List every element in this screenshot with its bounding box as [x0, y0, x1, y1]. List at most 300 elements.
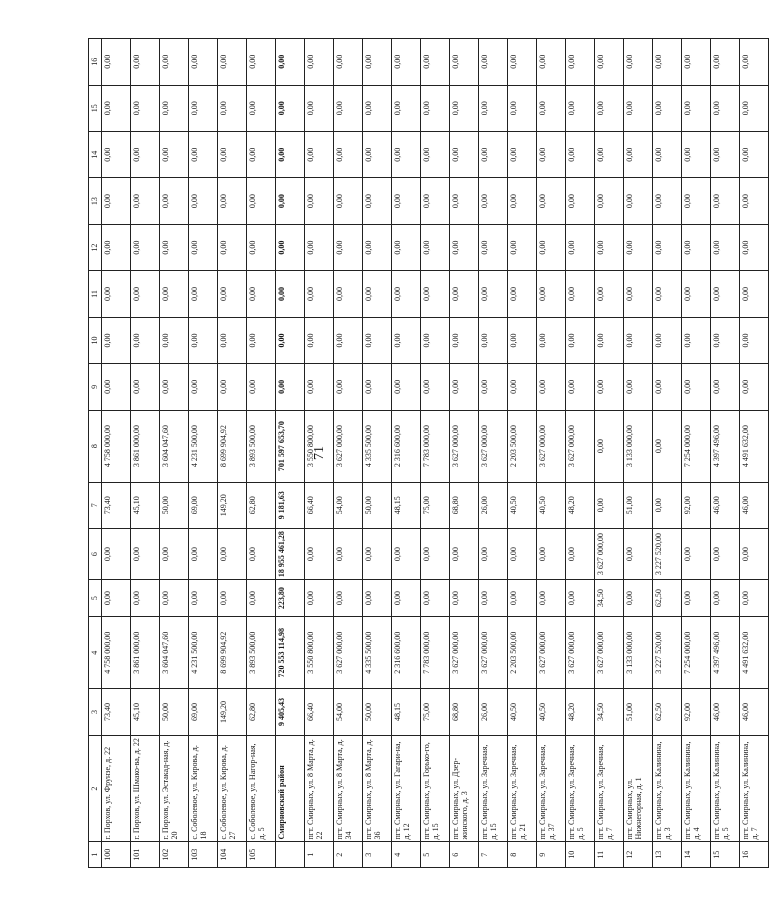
- row-number-cell: 6: [450, 842, 479, 868]
- value-cell: 3 627 000,00: [450, 617, 479, 689]
- value-cell: 50,00: [363, 482, 392, 528]
- value-cell: 0,00: [537, 580, 566, 617]
- value-cell: 0,00: [450, 224, 479, 270]
- value-cell: 0,00: [363, 580, 392, 617]
- table-body: [102, 39, 769, 868]
- value-cell: 0,00: [247, 39, 276, 86]
- value-cell: 0,00: [653, 39, 682, 86]
- value-cell: 0,00: [363, 224, 392, 270]
- value-cell: 0,00: [711, 85, 740, 131]
- value-cell: 0,00: [711, 317, 740, 363]
- value-cell: 0,00: [682, 178, 711, 224]
- value-cell: 46,00: [711, 689, 740, 735]
- value-cell: 0,00: [682, 529, 711, 580]
- row-number-cell: 12: [624, 842, 653, 868]
- value-cell: 0,00: [276, 178, 305, 224]
- value-cell: 2 203 500,00: [508, 410, 537, 482]
- column-header: 10: [89, 317, 102, 363]
- value-cell: 0,00: [392, 271, 421, 317]
- value-cell: 0,00: [363, 39, 392, 86]
- column-header: 4: [89, 617, 102, 689]
- value-cell: 0,00: [479, 85, 508, 131]
- value-cell: 0,00: [131, 224, 160, 270]
- value-cell: 0,00: [595, 131, 624, 177]
- value-cell: 0,00: [131, 271, 160, 317]
- value-cell: 0,00: [363, 364, 392, 410]
- value-cell: 66,40: [305, 689, 334, 735]
- value-cell: 4 758 000,00: [102, 410, 131, 482]
- address-cell: пгт. Смирных, ул. Калинина, д. 4: [682, 735, 711, 842]
- value-cell: 0,00: [102, 39, 131, 86]
- value-cell: 46,00: [740, 482, 769, 528]
- value-cell: 0,00: [537, 317, 566, 363]
- value-cell: 0,00: [392, 364, 421, 410]
- value-cell: 0,00: [305, 39, 334, 86]
- value-cell: 0,00: [334, 317, 363, 363]
- table-row: [421, 39, 450, 868]
- row-number-cell: 16: [740, 842, 769, 868]
- value-cell: 0,00: [711, 271, 740, 317]
- value-cell: 0,00: [508, 224, 537, 270]
- value-cell: 0,00: [653, 224, 682, 270]
- column-header: 13: [89, 178, 102, 224]
- value-cell: 40,50: [537, 689, 566, 735]
- value-cell: 0,00: [305, 529, 334, 580]
- value-cell: 0,00: [537, 271, 566, 317]
- value-cell: 0,00: [653, 317, 682, 363]
- value-cell: 720 553 114,98: [276, 617, 305, 689]
- value-cell: 0,00: [334, 178, 363, 224]
- value-cell: 0,00: [247, 317, 276, 363]
- value-cell: 34,50: [595, 689, 624, 735]
- value-cell: 0,00: [160, 85, 189, 131]
- value-cell: 0,00: [711, 224, 740, 270]
- address-cell: пгт. Смирных, ул. 8 Марта, д. 36: [363, 735, 392, 842]
- value-cell: 4 491 632,00: [740, 410, 769, 482]
- address-cell: пгт. Смирных, ул. Калинина, д. 3: [653, 735, 682, 842]
- value-cell: 0,00: [276, 224, 305, 270]
- column-header: 15: [89, 85, 102, 131]
- value-cell: 0,00: [421, 317, 450, 363]
- value-cell: 0,00: [305, 317, 334, 363]
- value-cell: 0,00: [102, 224, 131, 270]
- value-cell: 0,00: [334, 39, 363, 86]
- value-cell: 0,00: [711, 529, 740, 580]
- value-cell: 0,00: [595, 317, 624, 363]
- value-cell: 0,00: [392, 131, 421, 177]
- value-cell: 0,00: [102, 131, 131, 177]
- value-cell: 0,00: [131, 39, 160, 86]
- column-header: 11: [89, 271, 102, 317]
- value-cell: 0,00: [537, 131, 566, 177]
- value-cell: 4 335 500,00: [363, 410, 392, 482]
- value-cell: 0,00: [508, 364, 537, 410]
- row-number-cell: 1: [305, 842, 334, 868]
- value-cell: 0,00: [160, 271, 189, 317]
- value-cell: 0,00: [537, 364, 566, 410]
- address-cell: г. Порхов, ул. Эстакад-ная, д. 20: [160, 735, 189, 842]
- value-cell: 3 627 000,00: [334, 410, 363, 482]
- address-cell: пгт. Смирных, ул. 8 Марта, д. 22: [305, 735, 334, 842]
- value-cell: 0,00: [566, 271, 595, 317]
- value-cell: 0,00: [450, 178, 479, 224]
- value-cell: 0,00: [566, 178, 595, 224]
- row-number-cell: 4: [392, 842, 421, 868]
- value-cell: 0,00: [595, 39, 624, 86]
- value-cell: 0,00: [247, 364, 276, 410]
- value-cell: 0,00: [421, 529, 450, 580]
- value-cell: 92,00: [682, 689, 711, 735]
- value-cell: 0,00: [740, 317, 769, 363]
- row-number-cell: 104: [218, 842, 247, 868]
- value-cell: 48,15: [392, 689, 421, 735]
- value-cell: 0,00: [653, 271, 682, 317]
- table-row: [305, 39, 334, 868]
- value-cell: 701 597 653,70: [276, 410, 305, 482]
- value-cell: 50,00: [363, 689, 392, 735]
- value-cell: 0,00: [566, 317, 595, 363]
- value-cell: 62,50: [653, 580, 682, 617]
- row-number-cell: 101: [131, 842, 160, 868]
- value-cell: 62,80: [247, 482, 276, 528]
- value-cell: 0,00: [334, 271, 363, 317]
- value-cell: 3 227 520,00: [653, 529, 682, 580]
- column-header: 6: [89, 529, 102, 580]
- value-cell: 0,00: [305, 271, 334, 317]
- table-row: [711, 39, 740, 868]
- value-cell: 0,00: [160, 224, 189, 270]
- value-cell: 0,00: [450, 317, 479, 363]
- value-cell: 0,00: [624, 178, 653, 224]
- value-cell: 0,00: [131, 580, 160, 617]
- address-cell: пгт. Смирных, ул. Калинина, д. 5: [711, 735, 740, 842]
- column-header: 7: [89, 482, 102, 528]
- value-cell: 48,20: [566, 689, 595, 735]
- value-cell: 0,00: [392, 580, 421, 617]
- value-cell: 0,00: [624, 85, 653, 131]
- table-row: [682, 39, 711, 868]
- value-cell: 0,00: [160, 317, 189, 363]
- value-cell: 0,00: [131, 364, 160, 410]
- value-cell: 0,00: [392, 224, 421, 270]
- value-cell: 3 627 000,00: [479, 410, 508, 482]
- value-cell: 26,00: [479, 689, 508, 735]
- row-number-cell: [276, 842, 305, 868]
- value-cell: 0,00: [160, 39, 189, 86]
- value-cell: 0,00: [218, 364, 247, 410]
- value-cell: 0,00: [392, 39, 421, 86]
- value-cell: 0,00: [624, 364, 653, 410]
- value-cell: 0,00: [276, 39, 305, 86]
- value-cell: 3 627 000,00: [479, 617, 508, 689]
- value-cell: 0,00: [537, 85, 566, 131]
- table-row: [160, 39, 189, 868]
- value-cell: 0,00: [450, 529, 479, 580]
- value-cell: 3 227 520,00: [653, 617, 682, 689]
- value-cell: 4 335 500,00: [363, 617, 392, 689]
- value-cell: 0,00: [624, 131, 653, 177]
- column-header: 3: [89, 689, 102, 735]
- value-cell: 0,00: [421, 580, 450, 617]
- address-cell: пгт. Смирных, ул. Заречная, д. 15: [479, 735, 508, 842]
- table-row: [247, 39, 276, 868]
- value-cell: 0,00: [624, 271, 653, 317]
- value-cell: 0,00: [566, 364, 595, 410]
- value-cell: 66,40: [305, 482, 334, 528]
- address-cell: г. Порхов, ул. Фрунзе, д. 22: [102, 735, 131, 842]
- value-cell: 51,00: [624, 482, 653, 528]
- value-cell: 0,00: [218, 85, 247, 131]
- column-header: 2: [89, 735, 102, 842]
- value-cell: 0,00: [131, 131, 160, 177]
- value-cell: 223,80: [276, 580, 305, 617]
- value-cell: 0,00: [711, 39, 740, 86]
- value-cell: 0,00: [740, 224, 769, 270]
- value-cell: 0,00: [682, 317, 711, 363]
- value-cell: 0,00: [566, 224, 595, 270]
- value-cell: 48,15: [392, 482, 421, 528]
- value-cell: 0,00: [218, 224, 247, 270]
- value-cell: 0,00: [682, 131, 711, 177]
- value-cell: 0,00: [740, 131, 769, 177]
- value-cell: 0,00: [508, 39, 537, 86]
- value-cell: 0,00: [276, 131, 305, 177]
- value-cell: 54,00: [334, 482, 363, 528]
- address-cell: пгт. Смирных, ул. Заречная, д. 21: [508, 735, 537, 842]
- value-cell: 0,00: [363, 317, 392, 363]
- value-cell: 0,00: [189, 131, 218, 177]
- address-cell: пгт. Смирных, ул. 8 Марта, д. 34: [334, 735, 363, 842]
- value-cell: 0,00: [363, 178, 392, 224]
- row-number-cell: 15: [711, 842, 740, 868]
- table-row: [740, 39, 769, 868]
- value-cell: 0,00: [189, 317, 218, 363]
- address-cell: Смирновский район: [276, 735, 305, 842]
- value-cell: 0,00: [740, 178, 769, 224]
- value-cell: 3 627 000,00: [537, 617, 566, 689]
- value-cell: 0,00: [479, 131, 508, 177]
- value-cell: 4 231 500,00: [189, 410, 218, 482]
- value-cell: 0,00: [508, 178, 537, 224]
- value-cell: 0,00: [624, 580, 653, 617]
- value-cell: 0,00: [595, 178, 624, 224]
- value-cell: 0,00: [305, 580, 334, 617]
- value-cell: 0,00: [218, 529, 247, 580]
- value-cell: 7 783 000,00: [421, 617, 450, 689]
- value-cell: 0,00: [595, 271, 624, 317]
- value-cell: 40,50: [508, 689, 537, 735]
- value-cell: 0,00: [479, 364, 508, 410]
- value-cell: 18 955 461,28: [276, 529, 305, 580]
- value-cell: 0,00: [566, 131, 595, 177]
- value-cell: 2 316 600,00: [392, 410, 421, 482]
- value-cell: 0,00: [450, 85, 479, 131]
- value-cell: 0,00: [189, 85, 218, 131]
- value-cell: 0,00: [131, 317, 160, 363]
- value-cell: 0,00: [334, 224, 363, 270]
- value-cell: 3 133 000,00: [624, 617, 653, 689]
- table-row: [508, 39, 537, 868]
- value-cell: 0,00: [711, 364, 740, 410]
- column-header: 1: [89, 842, 102, 868]
- value-cell: 0,00: [595, 85, 624, 131]
- value-cell: 62,50: [653, 689, 682, 735]
- value-cell: 3 627 000,00: [537, 410, 566, 482]
- value-cell: 0,00: [624, 39, 653, 86]
- value-cell: 3 550 800,00: [305, 410, 334, 482]
- value-cell: 0,00: [421, 178, 450, 224]
- address-cell: пгт. Смирных, ул. Калинина, д. 7: [740, 735, 769, 842]
- value-cell: 0,00: [595, 364, 624, 410]
- value-cell: 0,00: [421, 85, 450, 131]
- value-cell: 3 604 047,60: [160, 617, 189, 689]
- value-cell: 0,00: [131, 85, 160, 131]
- value-cell: 0,00: [247, 580, 276, 617]
- value-cell: 7 254 000,00: [682, 410, 711, 482]
- address-cell: пгт. Смирных, ул. Гагари-на, д. 12: [392, 735, 421, 842]
- value-cell: 0,00: [131, 178, 160, 224]
- header-row: [89, 39, 102, 868]
- table-row: [450, 39, 479, 868]
- value-cell: 0,00: [189, 580, 218, 617]
- table-row: [102, 39, 131, 868]
- value-cell: 0,00: [653, 85, 682, 131]
- row-number-cell: 102: [160, 842, 189, 868]
- value-cell: 0,00: [740, 364, 769, 410]
- value-cell: 0,00: [334, 364, 363, 410]
- value-cell: 0,00: [624, 317, 653, 363]
- value-cell: 0,00: [566, 580, 595, 617]
- row-number-cell: 13: [653, 842, 682, 868]
- value-cell: 7 254 000,00: [682, 617, 711, 689]
- value-cell: 0,00: [508, 580, 537, 617]
- value-cell: 9 181,63: [276, 482, 305, 528]
- value-cell: 0,00: [450, 271, 479, 317]
- value-cell: 0,00: [479, 224, 508, 270]
- value-cell: 50,00: [160, 482, 189, 528]
- value-cell: 0,00: [479, 271, 508, 317]
- value-cell: 46,00: [711, 482, 740, 528]
- row-number-cell: 105: [247, 842, 276, 868]
- value-cell: 0,00: [682, 85, 711, 131]
- value-cell: 0,00: [189, 224, 218, 270]
- value-cell: 0,00: [160, 131, 189, 177]
- table-row: [566, 39, 595, 868]
- value-cell: 3 627 000,00: [334, 617, 363, 689]
- value-cell: 8 699 904,92: [218, 617, 247, 689]
- table-row: [131, 39, 160, 868]
- value-cell: 0,00: [102, 85, 131, 131]
- table-row: [479, 39, 508, 868]
- value-cell: 0,00: [305, 224, 334, 270]
- value-cell: 3 893 500,00: [247, 617, 276, 689]
- value-cell: 0,00: [334, 580, 363, 617]
- value-cell: 0,00: [711, 131, 740, 177]
- value-cell: 0,00: [363, 529, 392, 580]
- value-cell: 0,00: [218, 580, 247, 617]
- value-cell: 0,00: [595, 224, 624, 270]
- value-cell: 0,00: [305, 178, 334, 224]
- value-cell: 0,00: [508, 271, 537, 317]
- value-cell: 3 604 047,60: [160, 410, 189, 482]
- value-cell: 3 893 500,00: [247, 410, 276, 482]
- address-cell: с. Соболевое, ул. Нагор-ная, д. 5: [247, 735, 276, 842]
- table-row: [624, 39, 653, 868]
- value-cell: 0,00: [479, 529, 508, 580]
- value-cell: 0,00: [218, 271, 247, 317]
- value-cell: 0,00: [653, 410, 682, 482]
- address-cell: пгт. Смирных, ул. Горько-го, д. 15: [421, 735, 450, 842]
- value-cell: 75,00: [421, 689, 450, 735]
- value-cell: 0,00: [711, 178, 740, 224]
- value-cell: 3 861 000,00: [131, 410, 160, 482]
- value-cell: 0,00: [624, 224, 653, 270]
- value-cell: 0,00: [479, 580, 508, 617]
- value-cell: 0,00: [537, 529, 566, 580]
- value-cell: 0,00: [102, 364, 131, 410]
- row-number-cell: 100: [102, 842, 131, 868]
- value-cell: 0,00: [189, 364, 218, 410]
- address-cell: пгт. Смирных, ул. Заречная, д. 7: [595, 735, 624, 842]
- column-header: 9: [89, 364, 102, 410]
- row-number-cell: 3: [363, 842, 392, 868]
- row-number-cell: 8: [508, 842, 537, 868]
- value-cell: 51,00: [624, 689, 653, 735]
- value-cell: 0,00: [682, 224, 711, 270]
- table-row: [189, 39, 218, 868]
- column-header: 5: [89, 580, 102, 617]
- value-cell: 0,00: [566, 39, 595, 86]
- value-cell: 0,00: [305, 85, 334, 131]
- value-cell: 0,00: [740, 85, 769, 131]
- value-cell: 0,00: [189, 39, 218, 86]
- value-cell: 0,00: [595, 482, 624, 528]
- row-number-cell: 11: [595, 842, 624, 868]
- value-cell: 68,80: [450, 689, 479, 735]
- value-cell: 0,00: [102, 317, 131, 363]
- address-cell: пгт. Смирных, ул. Заречная, д. 5: [566, 735, 595, 842]
- value-cell: 34,50: [595, 580, 624, 617]
- column-header: 8: [89, 410, 102, 482]
- value-cell: 0,00: [537, 178, 566, 224]
- value-cell: 0,00: [305, 131, 334, 177]
- value-cell: 0,00: [740, 529, 769, 580]
- value-cell: 92,00: [682, 482, 711, 528]
- value-cell: 4 397 496,00: [711, 617, 740, 689]
- value-cell: 2 203 500,00: [508, 617, 537, 689]
- value-cell: 0,00: [102, 529, 131, 580]
- address-cell: г. Порхов, ул. Шмако-ва, д. 22: [131, 735, 160, 842]
- value-cell: 0,00: [392, 317, 421, 363]
- value-cell: 0,00: [740, 39, 769, 86]
- row-number-cell: 2: [334, 842, 363, 868]
- value-cell: 0,00: [102, 271, 131, 317]
- value-cell: 0,00: [247, 178, 276, 224]
- value-cell: 62,80: [247, 689, 276, 735]
- value-cell: 0,00: [682, 364, 711, 410]
- row-number-cell: 10: [566, 842, 595, 868]
- value-cell: 0,00: [189, 529, 218, 580]
- value-cell: 0,00: [421, 224, 450, 270]
- value-cell: 0,00: [363, 131, 392, 177]
- table-row: [595, 39, 624, 868]
- value-cell: 0,00: [276, 271, 305, 317]
- value-cell: 0,00: [334, 85, 363, 131]
- value-cell: 0,00: [566, 529, 595, 580]
- value-cell: 0,00: [392, 85, 421, 131]
- value-cell: 40,50: [537, 482, 566, 528]
- value-cell: 0,00: [160, 178, 189, 224]
